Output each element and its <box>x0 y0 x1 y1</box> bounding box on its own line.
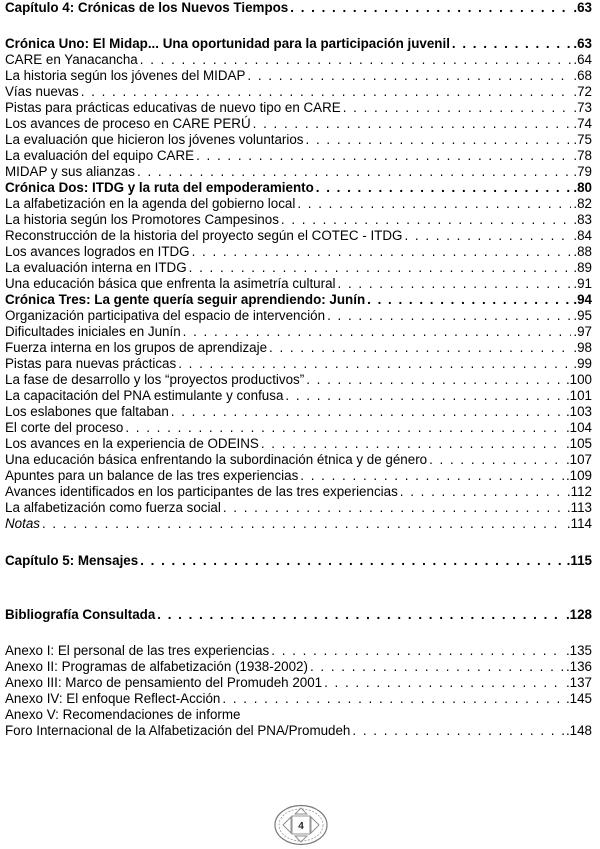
dot-leader <box>178 356 571 372</box>
dot-leader <box>125 420 564 436</box>
toc-entry-page: .148 <box>565 723 592 738</box>
dot-leader <box>429 452 564 468</box>
toc-entry-page: .83 <box>573 212 592 227</box>
toc-entry-title: Una educación básica enfrentando la subordinación étnica y de género <box>5 452 428 467</box>
toc-entry-page: .98 <box>573 340 592 355</box>
toc-entry-page: .107 <box>565 452 592 467</box>
toc-entry-title: Crónica Dos: ITDG y la ruta del empoderamiento <box>5 180 314 195</box>
toc-entry-page: .64 <box>573 52 592 67</box>
dot-leader <box>140 52 572 68</box>
dot-leader <box>196 148 571 164</box>
toc-entry-page: .136 <box>565 659 592 674</box>
toc-entry <box>5 340 592 356</box>
toc-entry-page: .78 <box>573 148 592 163</box>
page-number-seal <box>273 804 329 846</box>
toc-entry-page: .80 <box>573 180 592 195</box>
page-number: 4 <box>298 821 304 832</box>
toc-entry-title: Los avances logrados en ITDG <box>5 244 190 259</box>
dot-leader <box>192 244 572 260</box>
dot-leader <box>247 68 571 84</box>
toc-entry-title: El corte del proceso <box>5 420 124 435</box>
toc-entry-title: Foro Internacional de la Alfabetización del PNA/Promudeh <box>5 723 351 738</box>
dot-leader <box>306 132 572 148</box>
toc-entry-cronica-tres <box>5 292 592 308</box>
toc-entry-page: .105 <box>565 436 592 451</box>
toc-entry-title: Pistas para prácticas educativas de nuevo tipo en CARE <box>5 100 341 115</box>
dot-leader <box>343 100 572 116</box>
toc-entry-title: La evaluación del equipo CARE <box>5 148 195 163</box>
toc-entry-page: .94 <box>573 292 592 307</box>
toc-entry-page: .101 <box>565 388 592 403</box>
toc-entry <box>5 356 592 372</box>
dot-leader <box>140 553 564 569</box>
toc-entry-anexo <box>5 643 592 659</box>
dot-leader <box>338 276 572 292</box>
toc-entry-page: .75 <box>573 132 592 147</box>
toc-entry-title: La capacitación del PNA estimulante y confusa <box>5 388 284 403</box>
dot-leader <box>400 484 565 500</box>
toc-entry <box>5 84 592 100</box>
toc-entry-cronica-uno <box>5 36 592 52</box>
toc-entry-page: .63 <box>573 0 592 15</box>
toc-entry-title: Crónica Uno: El Midap... Una oportunidad para la participación juvenil <box>5 36 450 51</box>
toc-entry-cronica-dos <box>5 180 592 196</box>
toc-entry-page: .128 <box>565 607 592 622</box>
toc-entry <box>5 436 592 452</box>
dot-leader <box>81 84 572 100</box>
toc-entry-page: .89 <box>573 260 592 275</box>
toc-entry-title: Anexo II: Programas de alfabetización (1938-2002) <box>5 659 308 674</box>
dot-leader <box>290 0 571 16</box>
toc-entry <box>5 164 592 180</box>
toc-entry <box>5 52 592 68</box>
dot-leader <box>137 164 571 180</box>
toc-entry <box>5 244 592 260</box>
toc-entry-page: .84 <box>573 228 592 243</box>
toc-entry-title: MIDAP y sus alianzas <box>5 164 135 179</box>
toc-entry-title: Vías nuevas <box>5 84 79 99</box>
toc-entry-anexo <box>5 659 592 675</box>
toc-entry-capitulo-4 <box>5 0 592 16</box>
toc-entry-page: .99 <box>573 356 592 371</box>
dot-leader <box>253 116 572 132</box>
toc-entry-page: .103 <box>565 404 592 419</box>
toc-entry-title: Avances identificados en los participantes de las tres experiencias <box>5 484 398 499</box>
toc-entry-title: Notas <box>5 516 40 531</box>
toc-entry-title: Reconstrucción de la historia del proyecto según el COTEC - ITDG <box>5 228 403 243</box>
toc-entry-title: La historia según los Promotores Campesinos <box>5 212 279 227</box>
dot-leader <box>42 516 565 532</box>
dot-leader <box>316 180 572 196</box>
toc-entry-title: Los avances en la experiencia de ODEINS <box>5 436 259 451</box>
toc-entry-page: .63 <box>573 36 592 51</box>
toc-entry-page: .97 <box>573 324 592 339</box>
toc-entry <box>5 452 592 468</box>
toc-entry <box>5 404 592 420</box>
toc-entry-page: .72 <box>573 84 592 99</box>
dot-leader <box>324 675 564 691</box>
toc-entry-page: .114 <box>566 516 592 531</box>
dot-leader <box>281 212 571 228</box>
toc-entry-page: .137 <box>565 675 592 690</box>
toc-entry-title: Anexo I: El personal de las tres experiencias <box>5 643 270 658</box>
toc-entry-title: Una educación básica que enfrenta la asimetría cultural <box>5 276 336 291</box>
toc-entry-title: La evaluación interna en ITDG <box>5 260 187 275</box>
toc-entry-title: Los eslabones que faltaban <box>5 404 169 419</box>
toc-entry-page: .112 <box>566 484 592 499</box>
toc-entry-title: Dificultades iniciales en Junín <box>5 324 181 339</box>
toc-entry <box>5 308 592 324</box>
toc-entry-page: .91 <box>573 276 592 291</box>
toc-entry <box>5 132 592 148</box>
toc-entry-page: .79 <box>573 164 592 179</box>
toc-entry <box>5 68 592 84</box>
toc-entry <box>5 420 592 436</box>
toc-entry-page: .95 <box>573 308 592 323</box>
toc-entry-title: Apuntes para un balance de las tres experiencias <box>5 468 299 483</box>
toc-entry-title: La historia según los jóvenes del MIDAP <box>5 68 246 83</box>
dot-leader <box>367 292 571 308</box>
dot-leader <box>352 723 564 739</box>
toc-entry-anexo <box>5 707 592 723</box>
dot-leader <box>300 468 564 484</box>
dot-leader <box>261 436 564 452</box>
toc-entry-page: .113 <box>566 500 592 515</box>
toc-entry-page: .74 <box>573 116 592 131</box>
toc-entry-page: .82 <box>573 196 592 211</box>
toc-entry <box>5 100 592 116</box>
dot-leader <box>222 691 564 707</box>
dot-leader <box>306 372 564 388</box>
toc-entry-page: .88 <box>573 244 592 259</box>
toc-entry-title: Bibliografía Consultada <box>5 607 156 622</box>
toc-entry-bibliografia <box>5 607 592 623</box>
dot-leader <box>269 340 571 356</box>
dot-leader <box>271 643 564 659</box>
dot-leader <box>171 404 564 420</box>
toc-entry-title: Crónica Tres: La gente quería seguir aprendiendo: Junín <box>5 292 366 307</box>
toc-entry <box>5 372 592 388</box>
toc-entry <box>5 388 592 404</box>
toc-entry-page: .104 <box>565 420 592 435</box>
toc-entry-title: La alfabetización como fuerza social <box>5 500 221 515</box>
toc-entry <box>5 276 592 292</box>
toc-entry-anexo <box>5 723 592 739</box>
toc-entry <box>5 484 592 500</box>
dot-leader <box>297 196 571 212</box>
dot-leader <box>327 308 571 324</box>
toc-entry-title: Organización participativa del espacio de intervención <box>5 308 326 323</box>
toc-entry-page: .68 <box>573 68 592 83</box>
toc-entry-title: La fase de desarrollo y los “proyectos productivos” <box>5 372 305 387</box>
toc-entry-notas <box>5 516 592 532</box>
toc-entry-title: Fuerza interna en los grupos de aprendizaje <box>5 340 268 355</box>
toc-entry <box>5 500 592 516</box>
dot-leader <box>189 260 572 276</box>
toc-entry-title: La alfabetización en la agenda del gobierno local <box>5 196 296 211</box>
toc-entry-anexo <box>5 675 592 691</box>
toc-entry-page: .73 <box>573 100 592 115</box>
dot-leader <box>404 228 571 244</box>
toc-entry-title: Anexo III: Marco de pensamiento del Promudeh 2001 <box>5 675 323 690</box>
toc-entry <box>5 324 592 340</box>
toc-entry-page: .109 <box>565 468 592 483</box>
dot-leader <box>223 500 565 516</box>
toc-entry-title: Los avances de proceso en CARE PERÚ <box>5 116 251 131</box>
toc-entry-title: Capítulo 4: Crónicas de los Nuevos Tiempos <box>5 0 289 15</box>
toc-entry <box>5 116 592 132</box>
toc-entry-page: .100 <box>565 372 592 387</box>
toc-entry-title: Anexo IV: El enfoque Reflect-Acción <box>5 691 221 706</box>
toc-entry-anexo <box>5 691 592 707</box>
dot-leader <box>183 324 572 340</box>
toc-entry-capitulo-5 <box>5 553 592 569</box>
toc-entry <box>5 260 592 276</box>
dot-leader <box>310 659 564 675</box>
toc-entry-title: Pistas para nuevas prácticas <box>5 356 177 371</box>
toc-entry <box>5 212 592 228</box>
toc-entry-page: .115 <box>566 553 592 568</box>
ornament-seal-icon <box>273 804 329 846</box>
toc-entry-title: Capítulo 5: Mensajes <box>5 553 139 568</box>
dot-leader <box>452 36 571 52</box>
toc-entry <box>5 228 592 244</box>
toc-entry <box>5 148 592 164</box>
toc-entry-title: CARE en Yanacancha <box>5 52 138 67</box>
toc-entry-title: Anexo V: Recomendaciones de informe <box>5 707 241 722</box>
dot-leader <box>157 607 564 623</box>
toc-entry-page: .135 <box>565 643 592 658</box>
toc-entry <box>5 468 592 484</box>
toc-entry <box>5 196 592 212</box>
dot-leader <box>285 388 564 404</box>
toc-entry-page: .145 <box>565 691 592 706</box>
toc-entry-title: La evaluación que hicieron los jóvenes voluntarios <box>5 132 304 147</box>
